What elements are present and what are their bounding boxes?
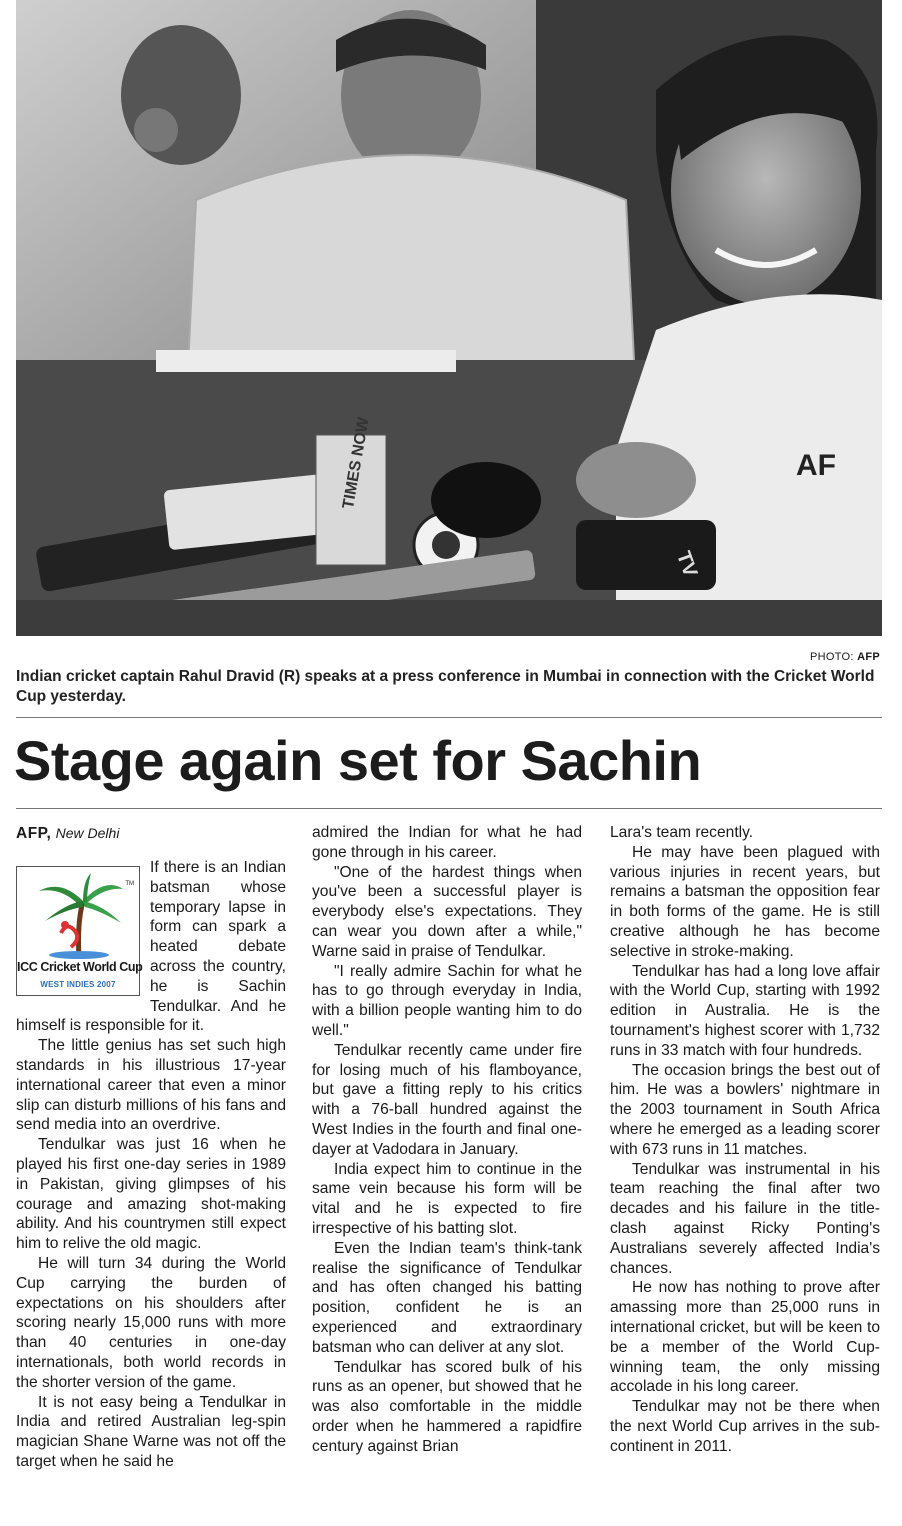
photo-credit-source: AFP bbox=[857, 651, 880, 663]
photo-credit bbox=[810, 651, 880, 663]
paragraph: He will turn 34 during the World Cup carrying the burden of expectations on his shoulders after scoring nearly 15,000 runs with more than 40 centuries in one-day internationals, both world records in the shorter version of the game. bbox=[16, 1254, 286, 1391]
palm-tree-icon bbox=[31, 873, 127, 959]
logo-trademark: TM bbox=[125, 881, 134, 887]
photo-illustration bbox=[16, 0, 882, 636]
paragraph: "One of the hardest things when you've been a successful player is everybody else's expectations. They can wear you down after a while," Warne said in praise of Tendulkar. bbox=[312, 863, 582, 960]
shirt-logo-text: AF bbox=[796, 449, 836, 482]
paragraph: Tendulkar recently came under fire for losing much of his flamboyance, but gave a fitting reply to his critics with a 76-ball hundred against the West Indies in the fourth and final one-dayer at Vadodara in January. bbox=[312, 1041, 582, 1158]
byline-place: New Delhi bbox=[55, 825, 120, 841]
paragraph: Tendulkar has had a long love affair with the World Cup, starting with 1992 edition in Australia. He is the tournament's highest scorer with 1,732 runs in 33 match with four hundreds. bbox=[610, 962, 880, 1059]
divider-bottom bbox=[16, 808, 882, 809]
paragraph: admired the Indian for what he had gone through in his career. bbox=[312, 824, 582, 861]
photo-caption: Indian cricket captain Rahul Dravid (R) speaks at a press conference in Mumbai in connection with the Cricket World Cup yesterday. bbox=[16, 668, 875, 705]
paragraph: Tendulkar was instrumental in his team reaching the final after two decades and his failure in the title-clash against Ricky Ponting's Australians severely affected India's chances. bbox=[610, 1160, 880, 1277]
article-column-3 bbox=[610, 823, 880, 1457]
press-conference-photo bbox=[16, 0, 882, 636]
paragraph: He may have been plagued with various injuries in recent years, but remains a batsman the opposition fear in both forms of the game. He is still creative although he has become selective in stroke-making. bbox=[610, 843, 880, 960]
byline bbox=[16, 823, 286, 844]
article-column-2 bbox=[312, 823, 582, 1457]
paragraph: Tendulkar may not be there when the next World Cup arrives in the sub-continent in 2011. bbox=[610, 1398, 880, 1455]
mic-label-tv: TV bbox=[671, 548, 702, 580]
paragraph: It is not easy being a Tendulkar in India and retired Australian leg-spin magician Shane Warne was not off the target when he said he bbox=[16, 1393, 286, 1470]
paragraph: "I really admire Sachin for what he has to go through everyday in India, with a billion people wanting him to do well." bbox=[312, 962, 582, 1039]
paragraph: The occasion brings the best out of him. He was a bowlers' nightmare in the 2003 tournament in South Africa where he emerged as a leading scorer with 673 runs in 11 matches. bbox=[610, 1061, 880, 1158]
world-cup-logo bbox=[16, 866, 143, 996]
paragraph: Tendulkar has scored bulk of his runs as an opener, but showed that he was also comfortable in the middle order when he hammered a rapidfire century against Brian bbox=[312, 1358, 582, 1455]
logo-subtitle: WEST INDIES 2007 bbox=[40, 980, 116, 989]
paragraph: India expect him to continue in the same vein because his form will be vital and he is expected to fire irrespective of his batting slot. bbox=[312, 1160, 582, 1237]
paragraph: Tendulkar was just 16 when he played his first one-day series in 1989 in Pakistan, giving glimpses of his courage and amazing shot-making ability. And his countrymen still expect him to relive the old magic. bbox=[16, 1136, 286, 1253]
paragraph: He now has nothing to prove after amassing more than 25,000 runs in international cricket, but will be keen to be a member of the World Cup-winning team, the only missing accolade in his long career. bbox=[610, 1279, 880, 1396]
article-column-1 bbox=[16, 823, 286, 1472]
paragraph: If there is an Indian batsman whose temporary lapse in form can spark a heated debate across the country, he is Sachin Tendulkar. And he himself is responsible for it. bbox=[16, 859, 286, 1035]
headline: Stage again set for Sachin bbox=[14, 729, 702, 792]
paragraph: The little genius has set such high standards in his illustrious 17-year international career that even a minor slip can disturb millions of his fans and send media into an overdrive. bbox=[16, 1037, 286, 1134]
byline-agency: AFP, bbox=[16, 825, 52, 842]
paragraph: Lara's team recently. bbox=[610, 824, 754, 841]
mic-label-times-now: TIMES NOW bbox=[339, 416, 373, 511]
paragraph: Even the Indian team's think-tank realise the significance of Tendulkar and has often changed his batting position, confident he is an experienced and extraordinary batsman who can deliver at any slot. bbox=[312, 1239, 582, 1356]
logo-title: ICC Cricket World Cup bbox=[17, 960, 143, 974]
photo-credit-label: PHOTO: bbox=[809, 651, 854, 663]
